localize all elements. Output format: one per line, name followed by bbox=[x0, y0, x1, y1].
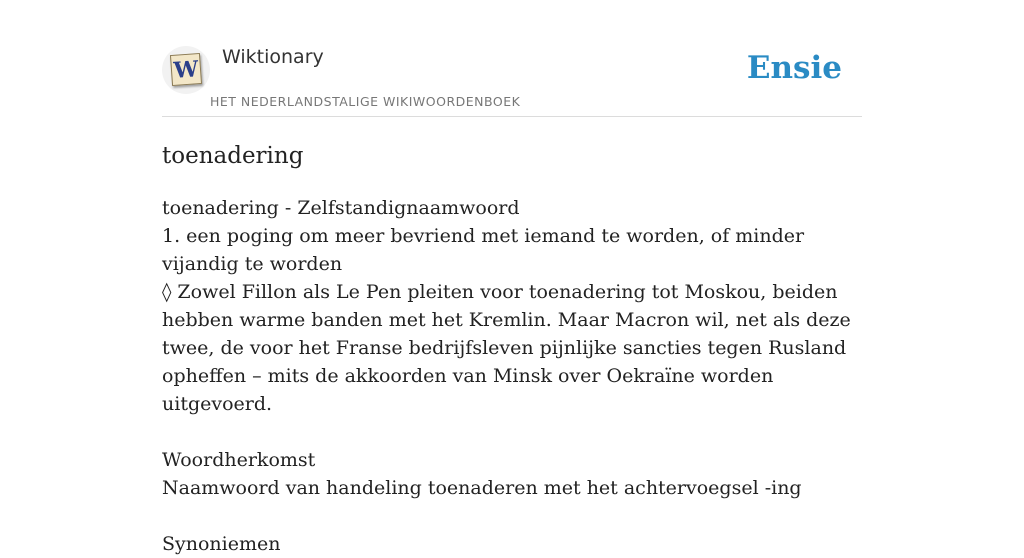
page bbox=[162, 0, 862, 558]
etymology-text: Naamwoord van handeling toenaderen met het achtervoegsel -ing bbox=[162, 477, 802, 499]
site-header bbox=[162, 0, 862, 117]
logo-tile bbox=[170, 53, 202, 86]
wiktionary-logo-icon[interactable] bbox=[162, 46, 210, 94]
etymology-heading: Woordherkomst bbox=[162, 449, 316, 471]
part-of-speech-line: toenadering - Zelfstandignaamwoord bbox=[162, 197, 520, 219]
ensie-brand-link[interactable]: Ensie bbox=[746, 50, 842, 86]
definition-text: 1. een poging om meer bevriend met iemand te worden, of minder vijandig te worden bbox=[162, 225, 805, 275]
logo-letter: W bbox=[172, 56, 200, 84]
spacer bbox=[162, 418, 862, 446]
page-title: toenadering bbox=[162, 143, 304, 169]
spacer bbox=[162, 502, 862, 530]
site-tagline: HET NEDERLANDSTALIGE WIKIWOORDENBOEK bbox=[210, 94, 521, 109]
entry-content bbox=[162, 194, 862, 558]
example-sentence: ◊ Zowel Fillon als Le Pen pleiten voor toenadering tot Moskou, beiden hebben warme banden met het Kremlin. Maar Macron wil, net als deze twee, de voor het Franse bedrijfsleven pijnlijke sancties tegen Rusland opheffen – mits de akkoorden van Minsk over Oekraïne worden uitgevoerd. bbox=[162, 281, 851, 415]
site-name[interactable]: Wiktionary bbox=[222, 46, 324, 68]
synonyms-heading: Synoniemen bbox=[162, 533, 281, 555]
